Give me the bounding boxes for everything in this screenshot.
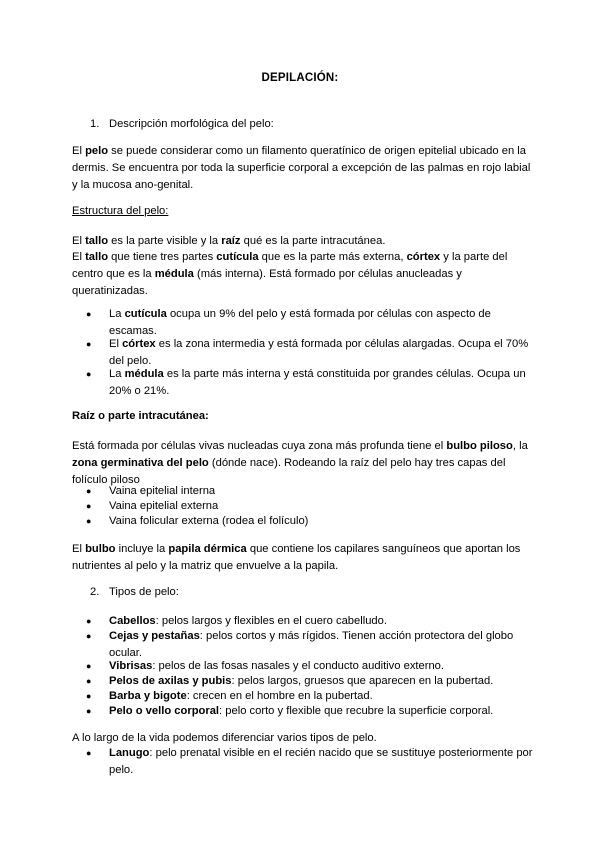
list-item-axilas: ● Pelos de axilas y pubis: pelos largos, gruesos que aparecen en la pubertad. — [86, 673, 538, 690]
section-2-heading — [90, 584, 179, 601]
list-item-vibrisas: ● Vibrisas: pelos de las fosas nasales y el conducto auditivo externo. — [86, 658, 538, 675]
bullet-icon: ● — [86, 691, 92, 701]
paragraph-raiz: Está formada por células vivas nucleadas cuya zona más profunda tiene el bulbo piloso, la zona germinativa del pelo (dónde nace). Rodeando la raíz del pelo hay tres capas del folículo piloso — [72, 440, 528, 486]
bullet-icon: ● — [86, 661, 92, 671]
bullet-icon: ● — [86, 486, 92, 496]
bullet-icon: ● — [86, 748, 92, 758]
list-item-cuticula: ● La cutícula ocupa un 9% del pelo y está formada por células con aspecto de escamas. — [86, 308, 491, 337]
bullet-icon: ● — [86, 616, 92, 626]
list-item-medula: ● La médula es la parte más interna y está constituida por grandes células. Ocupa un 20% o 21%. — [86, 368, 526, 397]
paragraph-tallo-partes: El tallo que tiene tres partes cutícula que es la parte más externa, córtex y la parte del centro que es la médula (más interna). Está formado por células anucleadas y queratinizadas. — [72, 251, 508, 297]
bullet-icon: ● — [86, 516, 92, 526]
document-title: DEPILACIÓN: — [261, 72, 339, 84]
bullet-icon: ● — [86, 631, 92, 641]
bullet-icon: ● — [86, 309, 92, 319]
list-item-barba: ● Barba y bigote: crecen en el hombre en la pubertad. — [86, 688, 538, 705]
list-item-cejas: ● Cejas y pestañas: pelos cortos y más rígidos. Tienen acción protectora del globo ocular. — [86, 630, 514, 659]
list-item-vaina-1: ● Vaina epitelial interna — [86, 483, 538, 500]
bullet-icon: ● — [86, 501, 92, 511]
list-item-cabellos: ● Cabellos: pelos largos y flexibles en el cuero cabelludo. — [86, 613, 538, 630]
list-item-vaina-3: ● Vaina folicular externa (rodea el folículo) — [86, 513, 538, 530]
list-item-cortex: ● El córtex es la zona intermedia y está formada por células alargadas. Ocupa el 70% del pelo. — [86, 338, 529, 367]
raiz-heading: Raíz o parte intracutánea: — [72, 410, 209, 422]
list-item-lanugo: ● Lanugo: pelo prenatal visible en el recién nacido que se sustituye posteriormente por pelo. — [86, 747, 533, 776]
paragraph-tipos-vida: A lo largo de la vida podemos diferenciar varios tipos de pelo. — [72, 732, 377, 744]
list-item-vello: ● Pelo o vello corporal: pelo corto y flexible que recubre la superficie corporal. — [86, 703, 538, 720]
paragraph-bulbo: El bulbo incluye la papila dérmica que contiene los capilares sanguíneos que aportan los nutrientes al pelo y la matriz que envuelve a la papila. — [72, 543, 521, 572]
section-2-number: 2. — [90, 586, 100, 598]
section-1-title: Descripción morfológica del pelo: — [109, 118, 274, 130]
bullet-icon: ● — [86, 676, 92, 686]
section-2-title: Tipos de pelo: — [109, 586, 179, 598]
bullet-icon: ● — [86, 339, 92, 349]
paragraph-pelo-definition: El pelo se puede considerar como un filamento queratínico de origen epitelial ubicado en la dermis. Se encuentra por toda la superficie corporal a excepción de las palmas en rojo labial y la mucosa ano-genital. — [72, 145, 531, 191]
section-1-number: 1. — [90, 118, 100, 130]
paragraph-tallo-raiz: El tallo es la parte visible y la raíz qué es la parte intracutánea. — [72, 235, 386, 247]
bullet-icon: ● — [86, 706, 92, 716]
bullet-icon: ● — [86, 369, 92, 379]
list-item-vaina-2: ● Vaina epitelial externa — [86, 498, 538, 515]
estructura-heading: Estructura del pelo: — [72, 205, 169, 217]
section-1-heading — [90, 116, 274, 133]
